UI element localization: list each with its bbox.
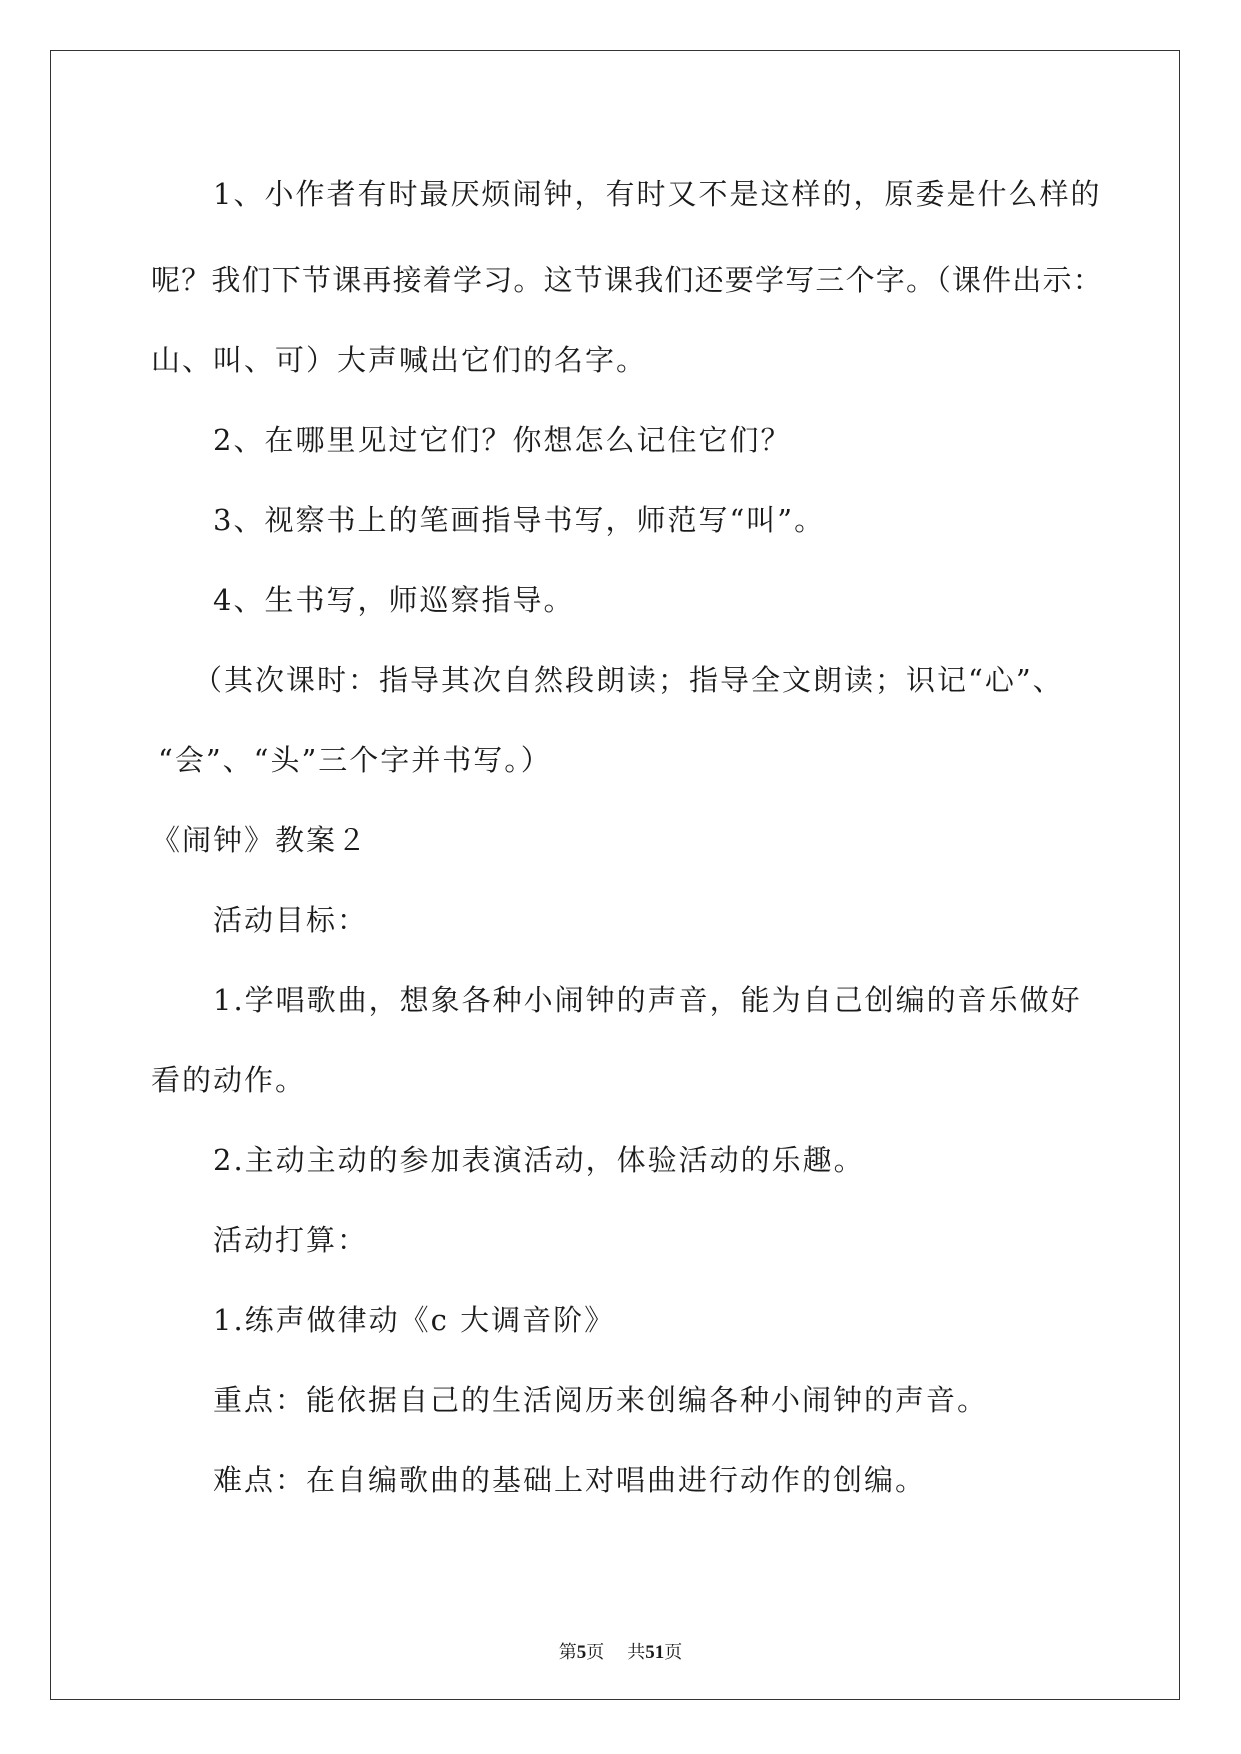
footer-page-number: 5 [576, 1642, 587, 1663]
paragraph-line-1: 1、小作者有时最厌烦闹钟，有时又不是这样的，原委是什么样的 [213, 177, 1102, 211]
paragraph-line-15: 1.练声做律动《c 大调音阶》 [213, 1303, 616, 1337]
paragraph-line-11: 1.学唱歌曲，想象各种小闹钟的声音，能为自己创编的音乐做好 [213, 983, 1082, 1017]
paragraph-line-10: 活动目标： [213, 903, 369, 937]
paragraph-line-4: 2、在哪里见过它们？你想怎么记住它们？ [213, 423, 792, 457]
paragraph-line-8: “会”、“头”三个字并书写。） [158, 743, 552, 777]
paragraph-line-3: 山、叫、可）大声喊出它们的名字。 [151, 343, 648, 377]
paragraph-line-16: 重点：能依据自己的生活阅历来创编各种小闹钟的声音。 [213, 1383, 989, 1417]
footer-total-suffix: 页 [664, 1642, 683, 1663]
footer-page-suffix: 页 [586, 1642, 605, 1663]
paragraph-line-6: 4、生书写，师巡察指导。 [213, 583, 575, 617]
paragraph-line-5: 3、视察书上的笔画指导书写，师范写“叫”。 [213, 503, 826, 537]
footer-total-prefix: 共 [627, 1642, 646, 1663]
page-footer [0, 1638, 1241, 1664]
footer-page-prefix: 第 [558, 1642, 577, 1663]
paragraph-line-13: 2.主动主动的参加表演活动，体验活动的乐趣。 [213, 1143, 865, 1177]
paragraph-line-17: 难点：在自编歌曲的基础上对唱曲进行动作的创编。 [213, 1463, 927, 1497]
paragraph-line-2: 呢？我们下节课再接着学习。这节课我们还要学写三个字。（课件出示： [151, 263, 1103, 297]
paragraph-line-12: 看的动作。 [151, 1063, 307, 1097]
paragraph-line-14: 活动打算： [213, 1223, 369, 1257]
footer-total-pages: 51 [645, 1642, 665, 1663]
section-heading: 《闹钟》教案２ [151, 823, 369, 857]
paragraph-line-7: （其次课时：指导其次自然段朗读；指导全文朗读；识记“心”、 [193, 663, 1064, 697]
